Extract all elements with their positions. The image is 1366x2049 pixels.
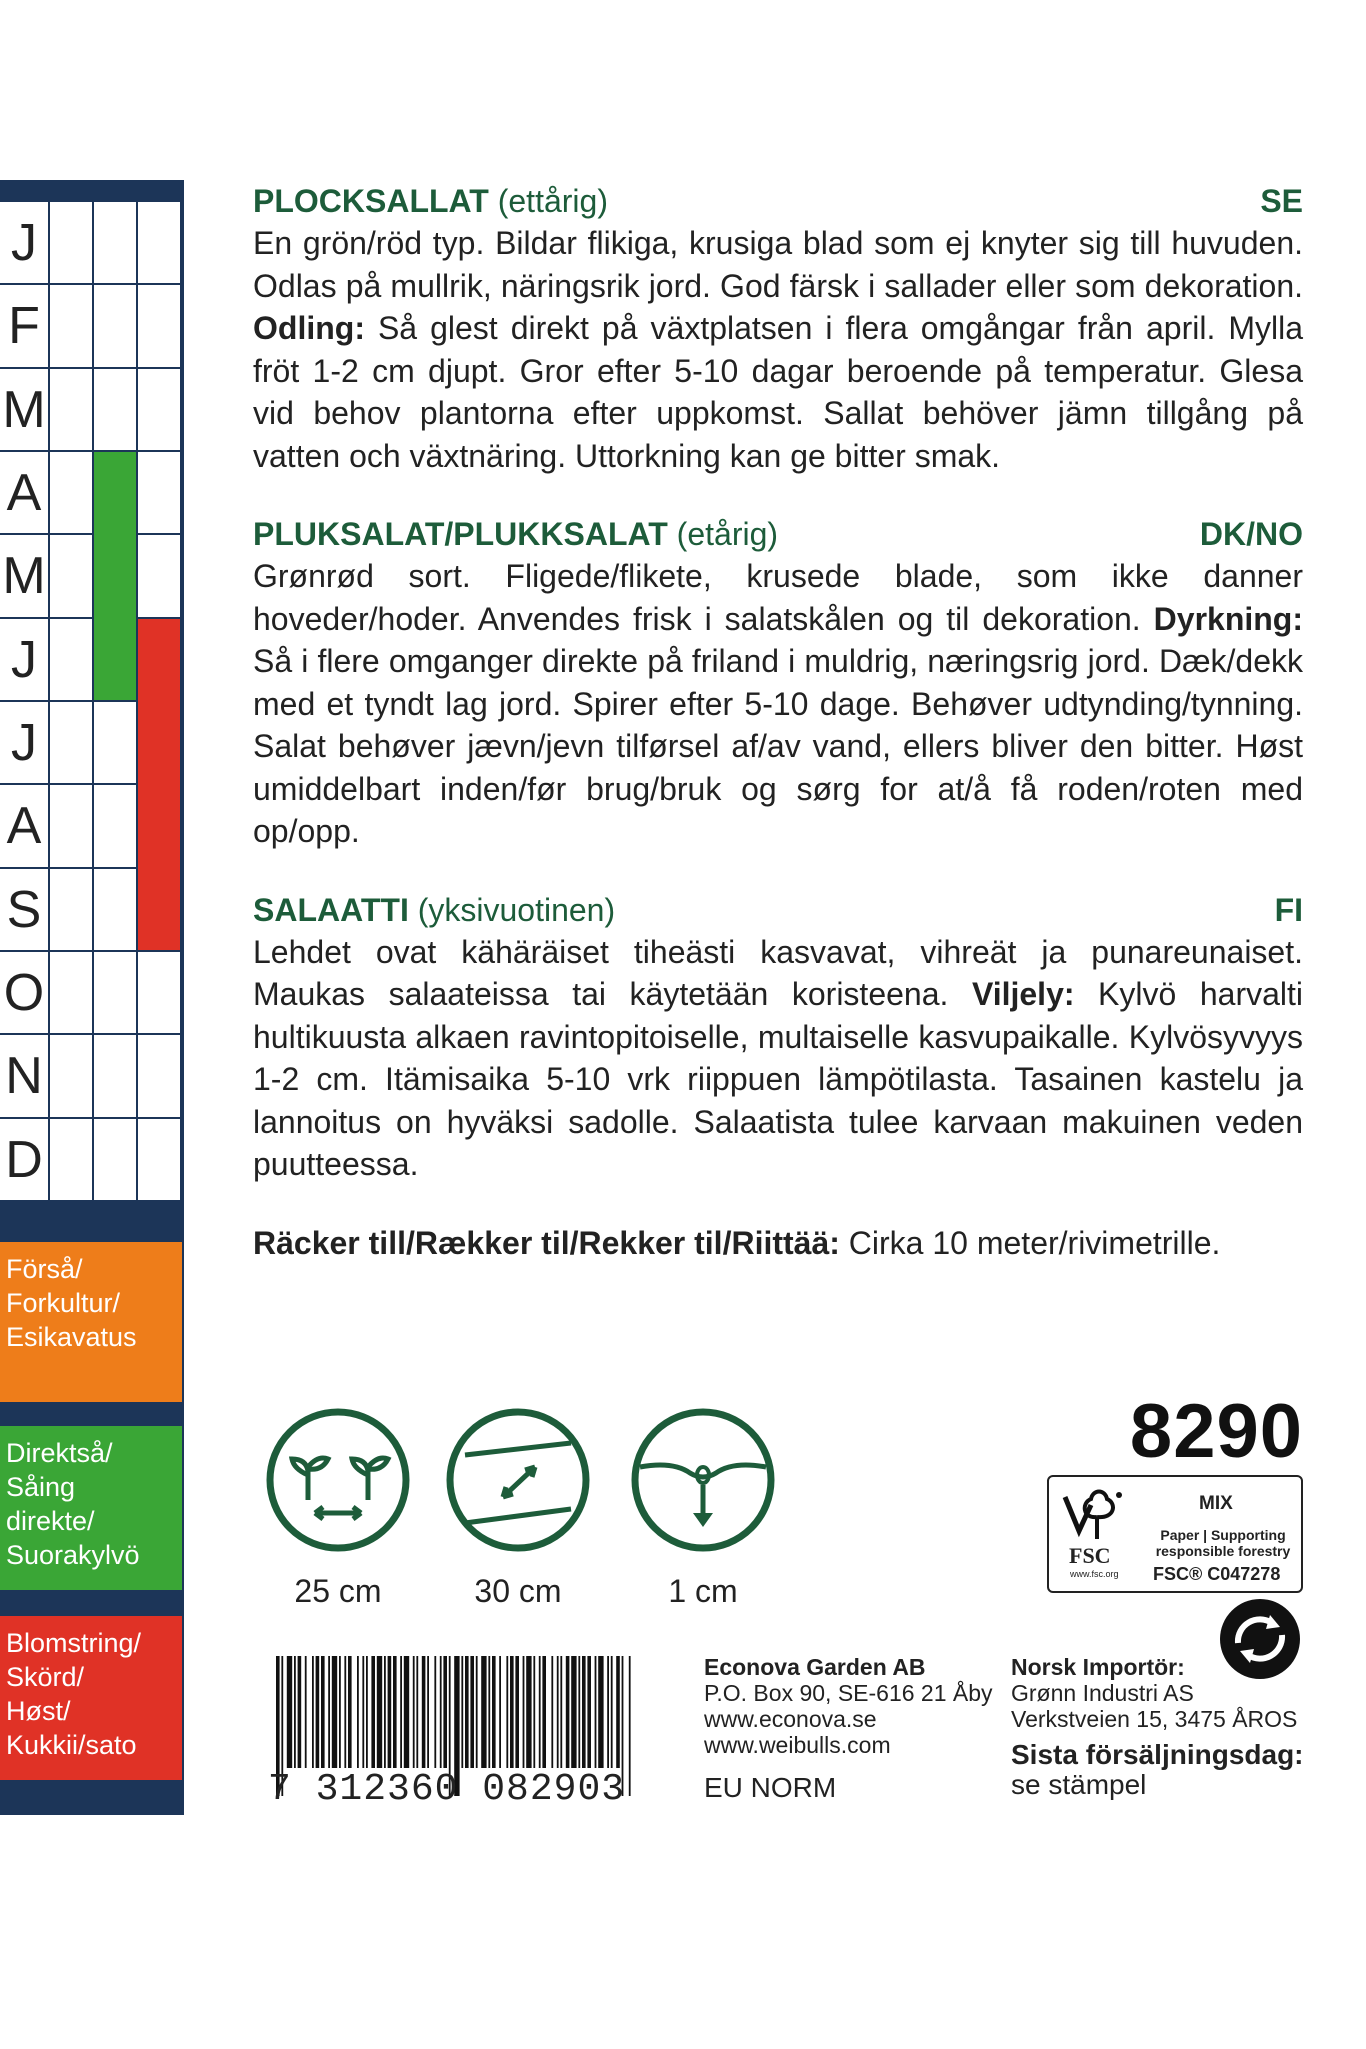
coverage-line [253,1222,1303,1264]
fsc-mix: MIX [1199,1493,1233,1514]
fsc-word: FSC [1069,1543,1111,1568]
body-text: En grön/röd typ. Bildar flikiga, krusiga blad som ej knyter sig till huvuden. Odlas på mullrik, näringsrik jord. God färsk i sallader eller som dekoration. [253,225,1303,304]
barcode-bar [393,1656,397,1768]
row-spacing-icon [443,1405,593,1555]
barcode-bar [461,1656,463,1768]
sowing-calendar [0,180,184,1815]
month-row [0,1035,182,1118]
last-sale-date [1011,1740,1304,1800]
grid-line [136,202,138,1202]
legend-direct [0,1426,182,1590]
barcode-bar [499,1656,501,1768]
barcode-bar [492,1656,496,1768]
body-bold: Dyrkning: [1153,600,1303,637]
barcode-bar [506,1656,508,1768]
section-body [253,555,1303,853]
importer-name: Grønn Industri AS [1011,1680,1194,1706]
fsc-label [1047,1475,1303,1593]
barcode-bar [607,1656,609,1768]
body-text: Kylvö harvalti hultikuusta alkaen ravintopitoiselle, multaiselle kasvupaikalle. Kylvösyvyys 1-2 cm. Itämisaika 5-10 vrk riippuen lämpötilasta. Tasainen kastelu ja lannoitus on hyväksi sadolle. Salaatista tulee karvaan makuinen veden puutteessa. [253,976,1304,1182]
company-info [704,1654,993,1758]
barcode-bar [582,1656,586,1768]
barcode-bar [476,1656,478,1768]
month-letter: J [11,714,37,772]
barcode-bar [298,1656,302,1768]
barcode-bar [587,1656,591,1768]
month-letter: D [5,1130,43,1189]
last-sale-label: Sista försäljningsdag: [1011,1739,1304,1770]
barcode-bar [348,1656,352,1768]
month-row [0,1119,182,1202]
barcode-bar [539,1656,541,1768]
grid-line [92,202,94,1202]
month-row [0,285,182,368]
grid-line [48,202,50,1202]
fsc-code: FSC® C047278 [1153,1564,1281,1584]
language-code: FI [1274,891,1303,928]
barcode-bar [388,1656,392,1768]
section-body [253,931,1303,1186]
legend-harvest-label: Blomstring/ Skörd/ Høst/ Kukkii/sato [6,1628,142,1760]
eu-norm: EU NORM [704,1772,837,1803]
barcode-bar [316,1656,320,1768]
barcode-bar [427,1656,429,1768]
section-title: PLUKSALAT/PLUKKSALAT [253,516,668,552]
company-web: www.econova.se [704,1706,877,1732]
barcode-bar [434,1656,436,1768]
month-letter: A [6,797,42,856]
section-subtitle: (ettårig) [497,183,608,219]
body-text: Så i flere omganger direkte på friland i muldrig, næringsrig jord. Dæk/dekk med et tyndt lag jord. Spirer efter 5-10 dage. Behøver udtynding/tynning. Salat behøver jævn/jevn tilførsel af/av vand, ellers bliver den bitter. Høst umiddelbart inden/før brug/bruk og sørg for at/å få roden/roten med op/opp. [253,643,1303,849]
month-row [0,202,182,285]
barcode-bar [515,1656,519,1768]
barcode-bar [377,1656,382,1768]
barcode-bar [404,1656,409,1768]
article-number: 8290 [1129,1389,1303,1474]
grid-line [180,202,182,1202]
body-text: Så glest direkt på växtplatsen i flera omgångar från april. Mylla fröt 1-2 cm djupt. Gror efter 5-10 dagar beroende på temperatur. Glesa vid behov plantorna efter uppkomst. Sallat behöver jämn tillgång på vatten och växtnäring. Uttorkning kan ge bitter smak. [253,310,1303,474]
body-bold: Viljely: [971,976,1075,1012]
barcode-bar [533,1656,535,1768]
sowing-depth [618,1405,788,1610]
barcode-bar [339,1656,341,1768]
direct-sow-bar [94,452,136,700]
section-subtitle: (yksivuotinen) [417,891,616,928]
section-heading [253,889,1303,931]
barcode-bar [560,1656,562,1768]
month-row [0,952,182,1035]
barcode-bar [551,1656,553,1768]
row-spacing [433,1405,603,1610]
coverage-value: Cirka 10 meter/rivimetrille. [839,1224,1221,1261]
barcode-bar [328,1656,330,1768]
section-subtitle: (etårig) [676,516,779,552]
month-letter: M [2,380,46,439]
fsc-url: www.fsc.org [1070,1569,1119,1579]
main-text [253,180,1303,1264]
plant-spacing-icon [263,1405,413,1555]
barcode-bar [510,1656,514,1768]
section-title: SALAATTI [253,891,409,928]
section-fi [253,889,1303,1186]
barcode-bar [366,1656,368,1768]
language-code: SE [1260,183,1303,219]
month-letter: N [5,1047,43,1106]
section-heading [253,513,1303,555]
barcode-bar [616,1656,620,1768]
company-address: P.O. Box 90, SE-616 21 Åby [704,1680,993,1706]
fsc-claim [1147,1527,1299,1559]
barcode-bar [321,1656,325,1768]
barcode-bar [595,1656,597,1768]
fsc-tree-icon [1057,1487,1137,1551]
barcode-bar [443,1656,447,1768]
month-letter: O [3,964,45,1022]
month-row [0,452,182,535]
row-spacing-label: 30 cm [474,1573,562,1609]
sowing-depth-icon [628,1405,778,1555]
body-bold: Odling: [253,310,365,346]
month-letter: M [2,547,46,606]
legend-indoor-label: Förså/ Forkultur/ Esikavatus [6,1254,137,1352]
plant-spacing-label: 25 cm [294,1573,382,1609]
company-name: Econova Garden AB [704,1654,926,1680]
plant-spacing [253,1405,423,1610]
month-grid [0,202,182,1202]
body-text: Grønrød sort. Fligede/flikete, krusede blade, som ikke danner hoveder/hoder. Anvendes frisk i salatskålen og til dekoration. [253,558,1303,637]
barcode-bar [571,1656,576,1768]
company-web: www.weibulls.com [704,1732,891,1758]
month-letter: A [6,464,42,522]
fsc-claim-line2: responsible forestry [1155,1543,1291,1559]
barcode-bar [371,1656,375,1768]
barcode-bar [598,1656,603,1768]
barcode-bar [344,1656,346,1768]
importer-info [1011,1654,1297,1732]
month-letter: J [11,214,37,272]
month-row [0,369,182,452]
sowing-depth-label: 1 cm [668,1573,738,1609]
barcode-bar [440,1656,442,1768]
barcode-bar [542,1656,546,1768]
barcode-bar [294,1656,296,1768]
planting-icons [253,1405,793,1609]
barcode-bar [523,1656,525,1768]
barcode-bar [481,1656,486,1768]
barcode-bar [312,1656,314,1768]
barcode-bar [400,1656,402,1768]
month-row [0,535,182,618]
barcode-bar [526,1656,531,1768]
section-dkno [253,513,1303,853]
month-letter: F [8,297,40,356]
barcode-bar [362,1656,364,1768]
legend-indoor [0,1242,182,1402]
last-sale-value: se stämpel [1011,1769,1147,1800]
body-text: Lehdet ovat kähäräiset tiheästi kasvavat, vihreät ja punareunaiset. Maukas salaateissa tai käytetään koristeena. [253,933,1303,1012]
barcode-bar [413,1656,415,1768]
barcode-bar [566,1656,570,1768]
barcode-bar [332,1656,337,1768]
section-body [253,222,1303,477]
importer-address: Verkstveien 15, 3475 ÅROS [1011,1706,1298,1732]
month-letter: S [6,880,42,939]
barcode-bar [416,1656,418,1768]
barcode-bar [578,1656,580,1768]
barcode-bar [611,1656,613,1768]
section-se [253,180,1303,477]
barcode-bar [470,1656,474,1768]
barcode-bar [557,1656,559,1768]
section-title: PLOCKSALLAT [253,183,489,219]
barcode-bar [305,1656,307,1768]
importer-label: Norsk Importör: [1011,1654,1185,1680]
section-heading [253,180,1303,222]
barcode-bar [287,1656,292,1768]
barcode-bar [357,1656,359,1768]
legend-direct-label: Direktså/ Såing direkte/ Suorakylvö [6,1438,140,1570]
barcode-bar [422,1656,426,1768]
barcode-bar [465,1656,469,1768]
barcode-digits: 7 312360 082903 [268,1768,626,1811]
month-letter: J [11,630,37,689]
barcode-bar [384,1656,386,1768]
harvest-bar [138,619,180,950]
fsc-claim-line1: Paper | Supporting [1160,1527,1286,1543]
barcode-bar [488,1656,490,1768]
legend-harvest [0,1616,182,1780]
language-code: DK/NO [1199,516,1303,552]
coverage-label: Räcker till/Rækker til/Rekker til/Riittää: [253,1224,840,1261]
